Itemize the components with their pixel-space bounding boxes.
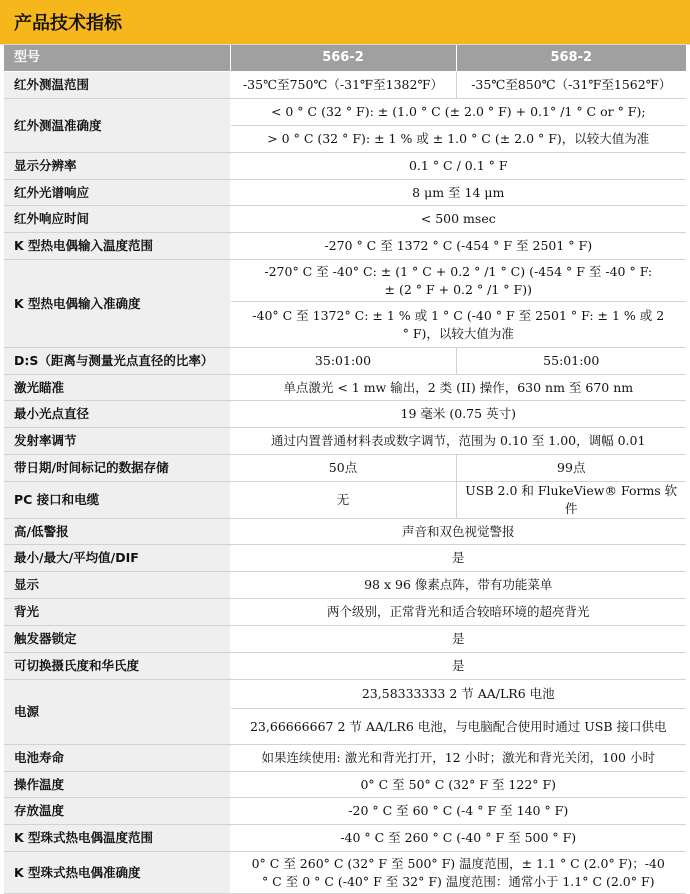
row-label: 显示分辨率: [4, 153, 230, 180]
row-label: 红外光谱响应: [4, 180, 230, 206]
row-label: 电池寿命: [4, 745, 230, 772]
row-label: K 型热电偶输入温度范围: [4, 233, 230, 260]
row-label: 电源: [4, 680, 230, 745]
table-row: [4, 99, 686, 126]
cell-line: 0° C 至 260° C (32° F 至 500° F) 温度范围，± 1.1 ° C (2.0° F)；-40: [251, 855, 665, 871]
table-row: [4, 72, 686, 99]
row-label: 背光: [4, 599, 230, 626]
cell-value: 是: [230, 626, 686, 653]
row-label: 存放温度: [4, 798, 230, 825]
row-label: 可切换摄氏度和华氏度: [4, 653, 230, 680]
row-label: 最小/最大/平均值/DIF: [4, 545, 230, 572]
row-label: 激光瞄准: [4, 375, 230, 401]
cell-566: -35℃至750℃（-31℉至1382℉）: [230, 72, 456, 99]
row-label: PC 接口和电缆: [4, 482, 230, 519]
cell-value: 98 x 96 像素点阵，带有功能菜单: [230, 572, 686, 599]
cell-value: 23,66666667 2 节 AA/LR6 电池，与电脑配合使用时通过 USB 接口供电: [230, 709, 686, 745]
table-row: [4, 572, 686, 599]
header-model-566: 566-2: [230, 45, 456, 72]
table-row: [4, 680, 686, 709]
cell-value: < 0 ° C (32 ° F): ± (1.0 ° C (± 2.0 ° F) + 0.1° /1 ° C or ° F);: [230, 99, 686, 126]
cell-value: 19 毫米 (0.75 英寸): [230, 401, 686, 428]
cell-566: 50点: [230, 455, 456, 482]
cell-line: ° C 至 0 ° C (-40° F 至 32° F) 温度范围：通常小于 1.1° C (2.0° F): [261, 873, 655, 889]
cell-value: 如果连续使用: 激光和背光打开，12 小时；激光和背光关闭，100 小时: [230, 745, 686, 772]
table-row: [4, 401, 686, 428]
row-label: 高/低警报: [4, 519, 230, 545]
cell-value: 声音和双色视觉警报: [230, 519, 686, 545]
table-row: [4, 260, 686, 302]
cell-value: 两个级别，正常背光和适合较暗环境的超亮背光: [230, 599, 686, 626]
cell-568: 55:01:00: [456, 348, 686, 375]
cell-568: -35℃至850℃（-31℉至1562℉）: [456, 72, 686, 99]
cell-value: 单点激光 < 1 mw 输出，2 类 (II) 操作，630 nm 至 670 nm: [230, 375, 686, 401]
cell-value: [230, 260, 686, 302]
header-label: 型号: [4, 45, 230, 72]
cell-value: 0° C 至 50° C (32° F 至 122° F): [230, 772, 686, 798]
row-label: 带日期/时间标记的数据存储: [4, 455, 230, 482]
table-row: [4, 545, 686, 572]
cell-value: 23,58333333 2 节 AA/LR6 电池: [230, 680, 686, 709]
table-row: [4, 519, 686, 545]
cell-value: 0.1 ° C / 0.1 ° F: [230, 153, 686, 180]
header-row: [4, 45, 686, 72]
row-label: 显示: [4, 572, 230, 599]
row-label: 操作温度: [4, 772, 230, 798]
table-row: [4, 180, 686, 206]
cell-line: ± (2 ° F + 0.2 ° /1 ° F)): [384, 281, 532, 297]
cell-value: < 500 msec: [230, 206, 686, 233]
row-label: 红外测温范围: [4, 72, 230, 99]
table-row: [4, 375, 686, 401]
row-label: 触发器锁定: [4, 626, 230, 653]
cell-value: -270 ° C 至 1372 ° C (-454 ° F 至 2501 ° F): [230, 233, 686, 260]
cell-568: 99点: [456, 455, 686, 482]
table-row: [4, 653, 686, 680]
row-label: K 型热电偶输入准确度: [4, 260, 230, 348]
table-row: [4, 482, 686, 519]
cell-value: 是: [230, 653, 686, 680]
cell-value: 是: [230, 545, 686, 572]
cell-566: 无: [230, 482, 456, 519]
header-model-568: 568-2: [456, 45, 686, 72]
cell-568: USB 2.0 和 FlukeView® Forms 软件: [456, 482, 686, 519]
cell-value: 通过内置普通材料表或数字调节，范围为 0.10 至 1.00，调幅 0.01: [230, 428, 686, 455]
cell-line: -270° C 至 -40° C: ± (1 ° C + 0.2 ° /1 ° C) (-454 ° F 至 -40 ° F:: [264, 263, 653, 279]
table-row: [4, 745, 686, 772]
row-label: 最小光点直径: [4, 401, 230, 428]
cell-value: > 0 ° C (32 ° F): ± 1 % 或 ± 1.0 ° C (± 2.0 ° F)，以较大值为准: [230, 126, 686, 153]
cell-line: -40° C 至 1372° C: ± 1 % 或 1 ° C (-40 ° F 至 2501 ° F: ± 1 % 或 2: [252, 307, 665, 323]
table-row: [4, 153, 686, 180]
table-row: [4, 772, 686, 798]
row-label: 红外响应时间: [4, 206, 230, 233]
spec-table: [4, 45, 686, 894]
cell-line: ° F)，以较大值为准: [402, 325, 514, 341]
table-row: [4, 798, 686, 825]
row-label: K 型珠式热电偶温度范围: [4, 825, 230, 852]
table-row: [4, 599, 686, 626]
table-row: [4, 455, 686, 482]
table-row: [4, 233, 686, 260]
page-title: 产品技术指标: [14, 13, 122, 34]
table-row: [4, 626, 686, 653]
table-row: [4, 206, 686, 233]
table-row: [4, 428, 686, 455]
cell-value: [230, 302, 686, 348]
cell-value: -40 ° C 至 260 ° C (-40 ° F 至 500 ° F): [230, 825, 686, 852]
row-label: D:S（距离与测量光点直径的比率）: [4, 348, 230, 375]
row-label: 红外测温准确度: [4, 99, 230, 153]
row-label: K 型珠式热电偶准确度: [4, 852, 230, 894]
table-row: [4, 348, 686, 375]
cell-value: 8 μm 至 14 μm: [230, 180, 686, 206]
cell-566: 35:01:00: [230, 348, 456, 375]
cell-value: -20 ° C 至 60 ° C (-4 ° F 至 140 ° F): [230, 798, 686, 825]
row-label: 发射率调节: [4, 428, 230, 455]
title-bar: [0, 0, 690, 45]
table-row: [4, 825, 686, 852]
